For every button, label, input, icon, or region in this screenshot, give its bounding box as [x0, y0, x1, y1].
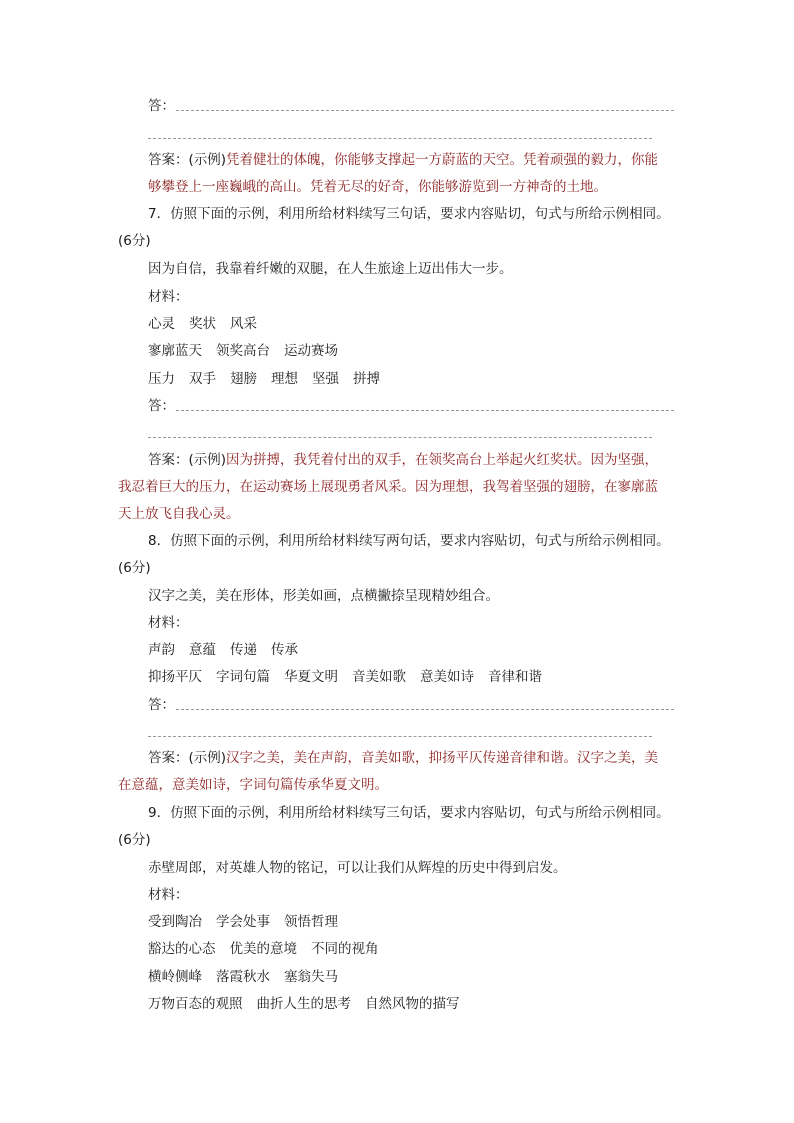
- answer-blank-line: [148, 437, 652, 438]
- material-item: 曲折人生的思考: [256, 996, 351, 1012]
- answer-text: [148, 450, 658, 470]
- answer-intro: 答案：(示例): [148, 152, 227, 168]
- material-item: 不同的视角: [311, 941, 379, 957]
- example-sentence: 汉字之美，美在形体，形美如画，点横撇捺呈现精妙组合。: [148, 588, 499, 604]
- material-item: 寥廓蓝天: [148, 343, 202, 359]
- question-score: (6分): [118, 560, 151, 576]
- material-item: 运动赛场: [284, 343, 338, 359]
- answer-text: [148, 748, 658, 768]
- material-item: 坚强: [312, 371, 339, 387]
- answer-blank-line: [148, 736, 652, 737]
- material-item: 塞翁失马: [284, 969, 338, 985]
- material-item: 传递: [230, 642, 257, 658]
- question-stem: 7．仿照下面的示例，利用所给材料续写三句话，要求内容贴切，句式与所给示例相同。: [148, 206, 670, 222]
- answer-content: 我忍着巨大的压力，在运动赛场上展现勇者风采。因为理想，我驾着坚强的翅膀，在寥廓蓝: [118, 479, 658, 495]
- material-row: [148, 314, 271, 334]
- answer-intro: 答案：(示例): [148, 452, 227, 468]
- material-item: 自然风物的描写: [365, 996, 460, 1012]
- material-item: 双手: [189, 371, 216, 387]
- answer-label: 答：: [148, 398, 175, 414]
- material-row: [148, 667, 556, 687]
- material-row: [148, 341, 352, 361]
- answer-intro: 答案：(示例): [148, 750, 227, 766]
- material-item: 豁达的心态: [148, 941, 216, 957]
- material-item: 风采: [230, 316, 257, 332]
- material-item: 奖状: [189, 316, 216, 332]
- material-item: 压力: [148, 371, 175, 387]
- answer-content: 在意蕴，意美如诗，字词句篇传承华夏文明。: [118, 777, 388, 793]
- material-item: 领奖高台: [216, 343, 270, 359]
- material-item: 字词句篇: [216, 669, 270, 685]
- material-item: 拼搏: [353, 371, 380, 387]
- example-sentence: 赤壁周郎，对英雄人物的铭记，可以让我们从辉煌的历史中得到启发。: [148, 860, 567, 876]
- answer-content: 天上放飞自我心灵。: [118, 506, 240, 522]
- material-row: [148, 640, 312, 660]
- answer-blank-line: [148, 138, 652, 139]
- material-item: 学会处事: [216, 914, 270, 930]
- material-label: 材料：: [148, 615, 189, 631]
- material-row: [148, 912, 352, 932]
- material-row: [148, 939, 393, 959]
- material-item: 优美的意境: [229, 941, 297, 957]
- material-item: 万物百态的观照: [148, 996, 243, 1012]
- question-score: (6分): [118, 233, 151, 249]
- material-row: [148, 994, 474, 1014]
- material-item: 传承: [271, 642, 298, 658]
- answer-blank-line: [176, 709, 674, 710]
- question-score: (6分): [118, 832, 151, 848]
- material-item: 音律和谐: [488, 669, 542, 685]
- material-item: 理想: [271, 371, 298, 387]
- material-item: 落霞秋水: [216, 969, 270, 985]
- material-item: 音美如歌: [352, 669, 406, 685]
- material-item: 意蕴: [189, 642, 216, 658]
- answer-label: 答：: [148, 697, 175, 713]
- material-item: 横岭侧峰: [148, 969, 202, 985]
- material-item: 领悟哲理: [284, 914, 338, 930]
- material-row: [148, 967, 352, 987]
- material-item: 心灵: [148, 316, 175, 332]
- material-row: [148, 369, 394, 389]
- question-stem: 9．仿照下面的示例，利用所给材料续写三句话，要求内容贴切，句式与所给示例相同。: [148, 805, 670, 821]
- answer-content: 凭着健壮的体魄，你能够支撑起一方蔚蓝的天空。凭着顽强的毅力，你能: [226, 152, 659, 168]
- answer-content: 够攀登上一座巍峨的高山。凭着无尽的好奇，你能够游览到一方神奇的土地。: [148, 179, 607, 195]
- question-stem: 8．仿照下面的示例，利用所给材料续写两句话，要求内容贴切，句式与所给示例相同。: [148, 533, 670, 549]
- material-item: 受到陶冶: [148, 914, 202, 930]
- material-item: 翅膀: [230, 371, 257, 387]
- answer-label: 答：: [148, 98, 175, 114]
- material-item: 意美如诗: [420, 669, 474, 685]
- material-label: 材料：: [148, 887, 189, 903]
- material-label: 材料：: [148, 289, 189, 305]
- example-sentence: 因为自信，我靠着纤嫩的双腿，在人生旅途上迈出伟大一步。: [148, 261, 513, 277]
- material-item: 华夏文明: [284, 669, 338, 685]
- answer-content: 汉字之美，美在声韵，音美如歌，抑扬平仄传递音律和谐。汉字之美，美: [226, 750, 659, 766]
- answer-content: 因为拼搏，我凭着付出的双手，在领奖高台上举起火红奖状。因为坚强，: [226, 452, 659, 468]
- answer-text: [148, 150, 658, 170]
- material-item: 抑扬平仄: [148, 669, 202, 685]
- answer-blank-line: [176, 110, 674, 111]
- answer-blank-line: [176, 410, 674, 411]
- material-item: 声韵: [148, 642, 175, 658]
